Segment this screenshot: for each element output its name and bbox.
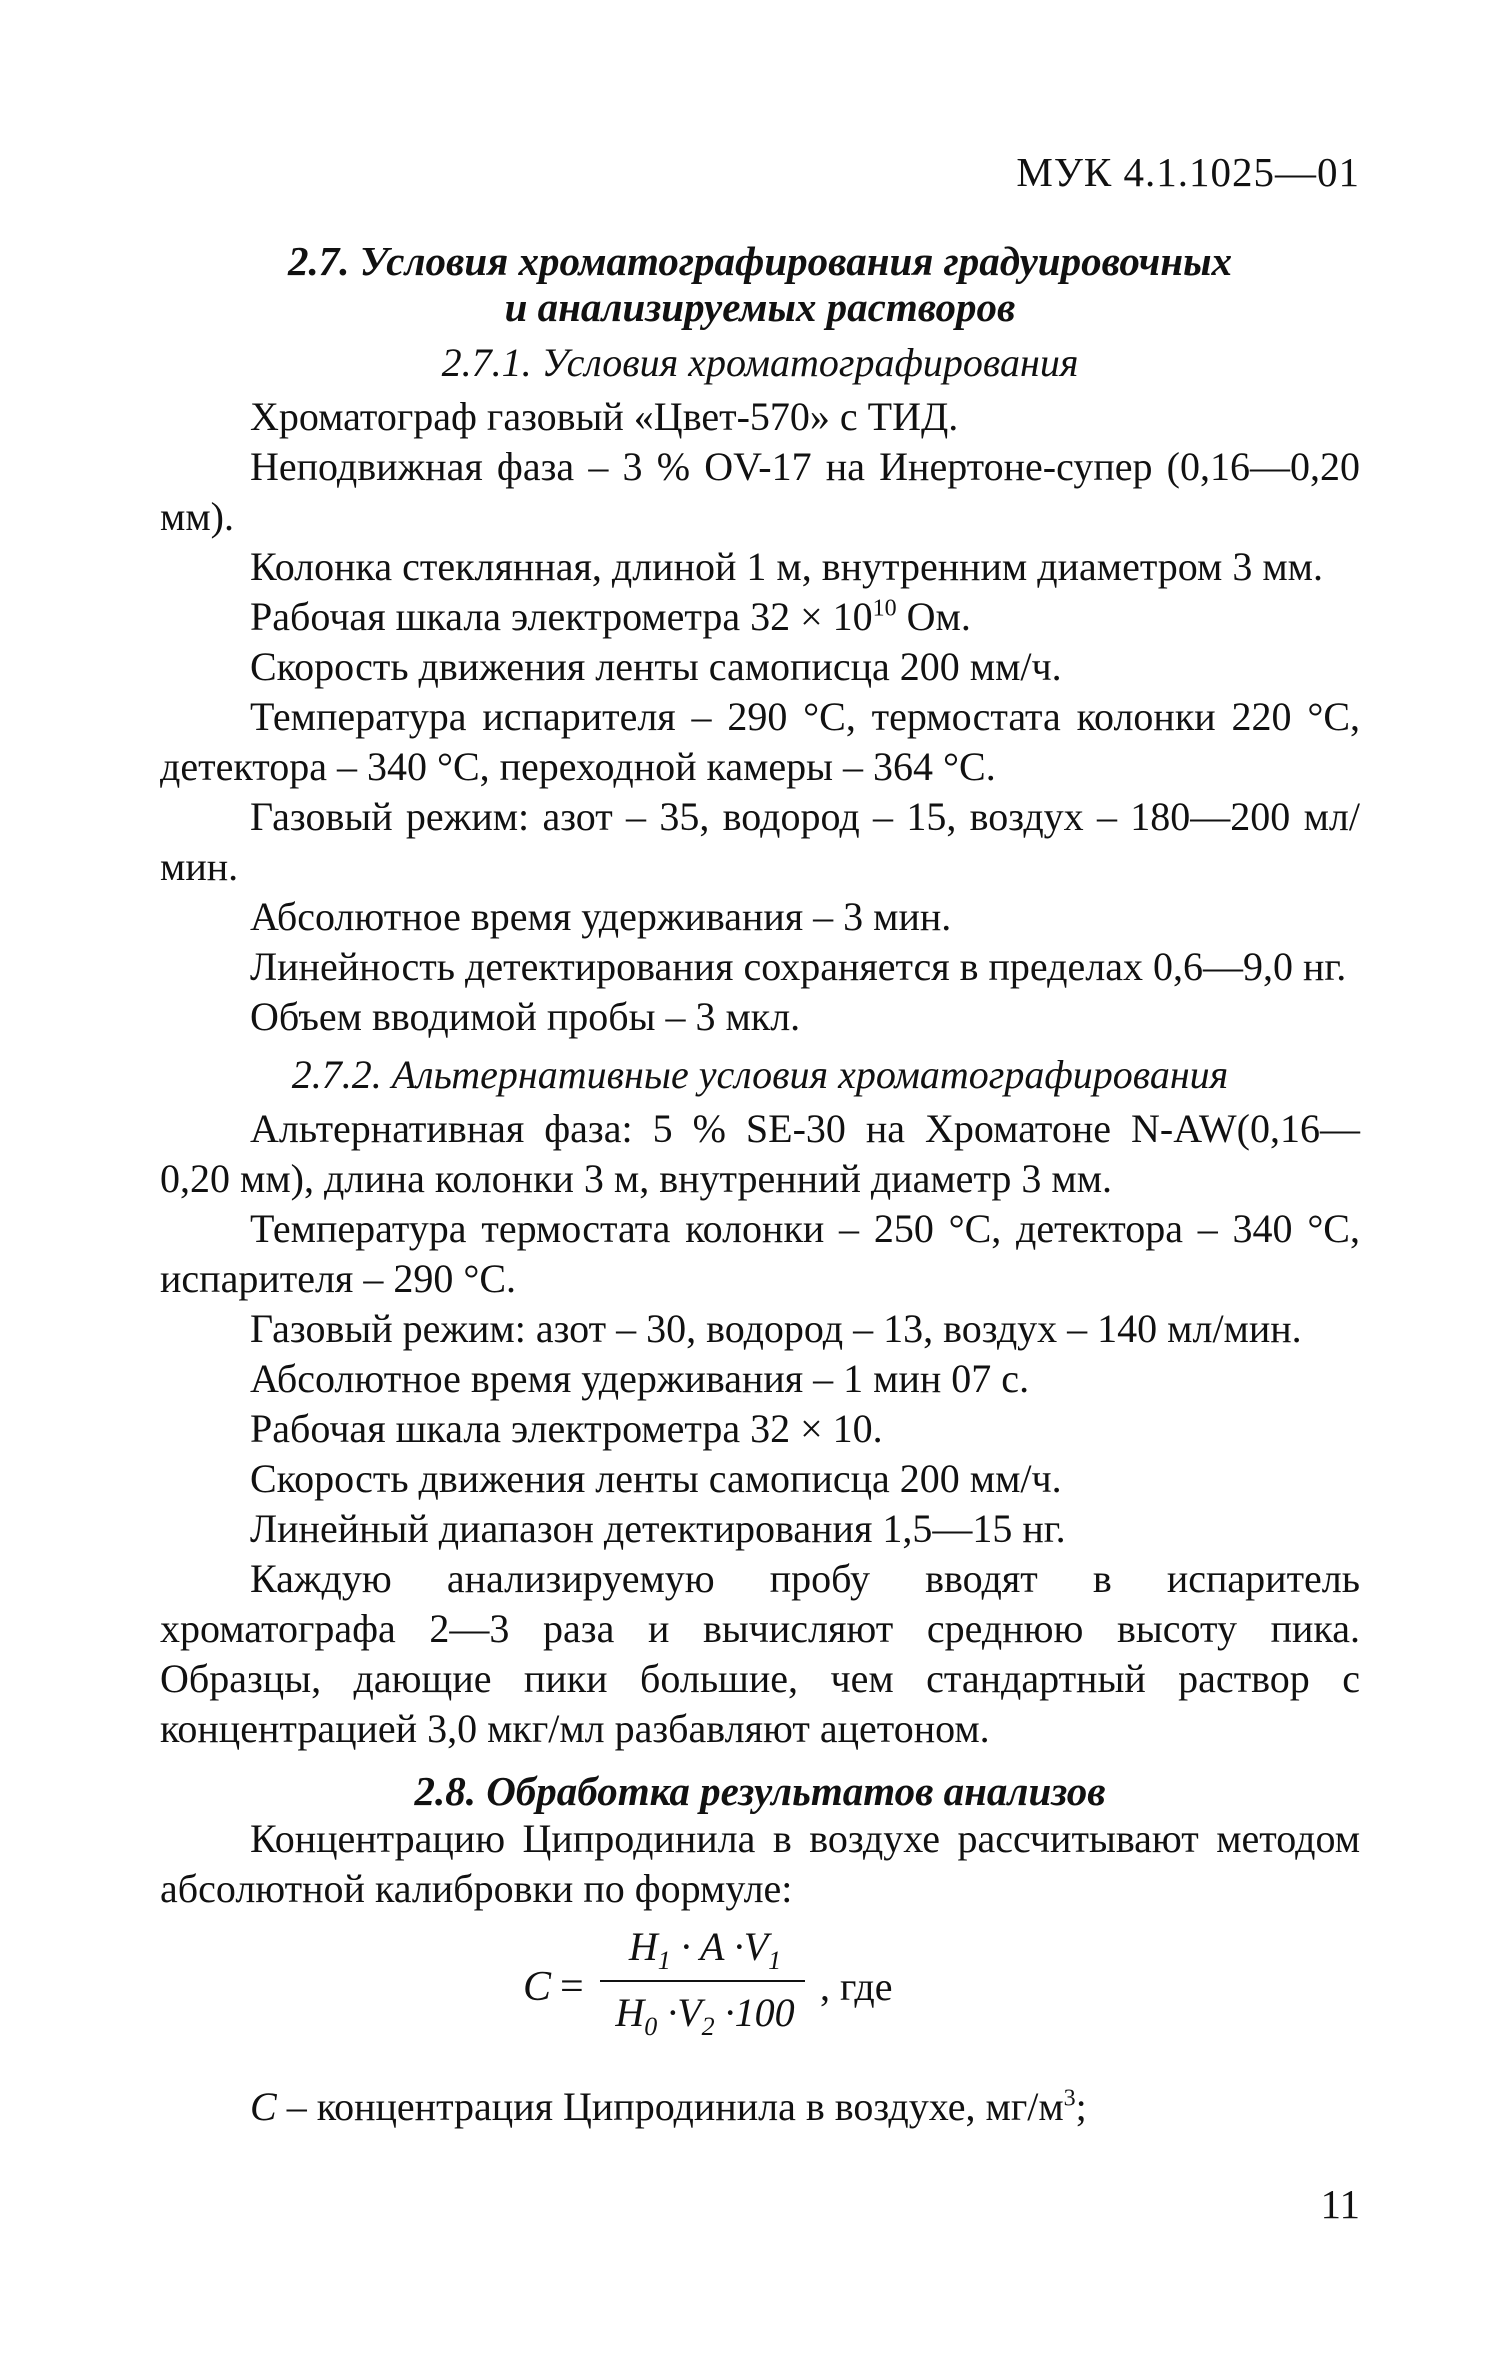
paragraph: Газовый режим: азот – 30, водород – 13, воздух – 140 мл/мин. bbox=[250, 1306, 1302, 1351]
paragraph: Колонка стеклянная, длиной 1 м, внутренним диаметром 3 мм. bbox=[250, 544, 1323, 589]
section-2-7-title bbox=[160, 238, 1360, 330]
paragraph: Температура термостата колонки – 250 °С, детектора – 340 °С, испарителя – 290 °С. bbox=[160, 1206, 1360, 1301]
paragraph: Каждую анализируемую пробу вводят в испаритель хроматографа 2—3 раза и вычисляют среднюю высоту пика. Образцы, дающие пики большие, чем стандартный раствор с концентрацией 3,0 мкг/мл разбавляют ацетоном. bbox=[160, 1556, 1360, 1751]
electrometer-text: Рабочая шкала электрометра 32 × 10 bbox=[250, 594, 873, 639]
formula-lhs: C bbox=[523, 1964, 552, 2010]
paragraph: Хроматограф газовый «Цвет-570» с ТИД. bbox=[250, 394, 959, 439]
formula-equals: = bbox=[560, 1964, 584, 2010]
paragraph: Рабочая шкала электрометра 32 × 10. bbox=[250, 1406, 883, 1451]
section-2-8-title: 2.8. Обработка результатов анализов bbox=[414, 1768, 1106, 1814]
page-number: 11 bbox=[1320, 2181, 1360, 2227]
paragraph: Альтернативная фаза: 5 % SE-30 на Хроматоне N-AW(0,16—0,20 мм), длина колонки 3 м, внутренний диаметр 3 мм. bbox=[160, 1106, 1360, 1201]
document-code-header: МУК 4.1.1025—01 bbox=[1016, 149, 1360, 195]
definition-c: C – концентрация Ципродинила в воздухе, $мг/м^3$; bbox=[250, 2084, 1087, 2129]
paragraph: Скорость движения ленты самописца 200 мм/ч. bbox=[250, 1456, 1062, 1501]
electrometer-exponent: 10 bbox=[872, 595, 897, 622]
formula-numerator: $H_1 \cdot A \cdot V_1$ bbox=[628, 1924, 782, 1975]
section-2-7-title-line1: 2.7. Условия хроматографирования градуировочных bbox=[287, 238, 1233, 284]
definition-symbol: C bbox=[250, 2084, 277, 2129]
section-2-7-1-title: 2.7.1. Условия хроматографирования bbox=[441, 340, 1079, 385]
paragraph: Абсолютное время удерживания – 3 мин. bbox=[250, 894, 952, 939]
page-body bbox=[160, 238, 1360, 2132]
paragraph: Линейный диапазон детектирования 1,5—15 нг. bbox=[250, 1506, 1066, 1551]
paragraph: Абсолютное время удерживания – 1 мин 07 с. bbox=[250, 1356, 1030, 1401]
section-2-7-title-line2: и анализируемых растворов bbox=[504, 284, 1016, 330]
concentration-formula bbox=[160, 1922, 1360, 2072]
fraction-bar bbox=[600, 1980, 805, 1982]
formula-where: , где bbox=[820, 1964, 893, 2009]
formula-denominator: $H_0 \cdot V_2 \cdot 100$ bbox=[615, 1990, 795, 2041]
paragraph: Неподвижная фаза – 3 % OV-17 на Инертоне-супер (0,16—0,20 мм). bbox=[160, 444, 1360, 539]
paragraph: Скорость движения ленты самописца 200 мм/ч. bbox=[250, 644, 1062, 689]
paragraph: Концентрацию Ципродинила в воздухе рассчитывают методом абсолютной калибровки по формуле: bbox=[160, 1816, 1360, 1911]
electrometer-unit: Ом. bbox=[896, 594, 971, 639]
paragraph: Газовый режим: азот – 35, водород – 15, воздух – 180—200 мл/мин. bbox=[160, 794, 1360, 889]
paragraph: Температура испарителя – 290 °С, термостата колонки 220 °С, детектора – 340 °С, переходной камеры – 364 °С. bbox=[160, 694, 1360, 789]
paragraph-electrometer bbox=[160, 592, 1360, 642]
paragraph: Объем вводимой пробы – 3 мкл. bbox=[250, 994, 801, 1039]
section-2-7-2-title: 2.7.2. Альтернативные условия хроматографирования bbox=[291, 1052, 1229, 1097]
paragraph: Линейность детектирования сохраняется в пределах 0,6—9,0 нг. bbox=[250, 944, 1347, 989]
